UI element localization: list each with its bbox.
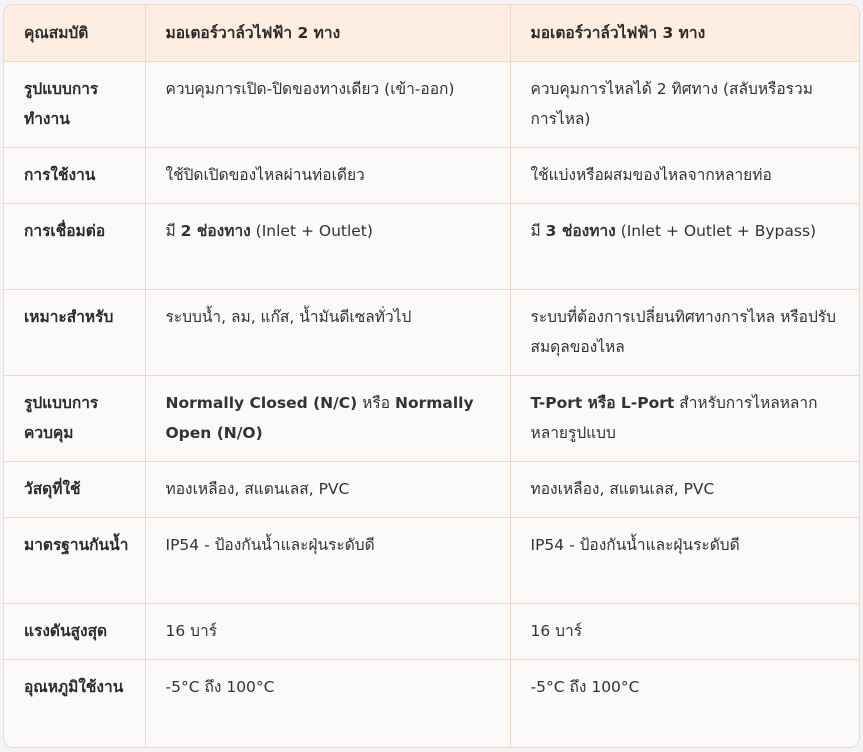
cell-2-way: ใช้ปิดเปิดของไหลผ่านท่อเดียว bbox=[145, 148, 510, 204]
cell-2-way: IP54 - ป้องกันน้ำและฝุ่นระดับดี bbox=[145, 518, 510, 604]
header-property: คุณสมบัติ bbox=[4, 5, 145, 62]
row-property: รูปแบบการทำงาน bbox=[4, 62, 145, 148]
row-property: เหมาะสำหรับ bbox=[4, 290, 145, 376]
cell-3-way: ใช้แบ่งหรือผสมของไหลจากหลายท่อ bbox=[510, 148, 859, 204]
row-property: มาตรฐานกันน้ำ bbox=[4, 518, 145, 604]
row-property: รูปแบบการควบคุม bbox=[4, 376, 145, 462]
cell-2-way bbox=[145, 204, 510, 290]
cell-text: (Inlet + Outlet) bbox=[250, 222, 373, 240]
cell-2-way: -5°C ถึง 100°C bbox=[145, 660, 510, 748]
table-row bbox=[4, 148, 859, 204]
header-2-way-valve: มอเตอร์วาล์วไฟฟ้า 2 ทาง bbox=[145, 5, 510, 62]
cell-2-way: ระบบน้ำ, ลม, แก๊ส, น้ำมันดีเซลทั่วไป bbox=[145, 290, 510, 376]
table-header-row bbox=[4, 5, 859, 62]
cell-text: มี bbox=[165, 222, 181, 240]
cell-bold-text: Normally Open (N/O) bbox=[165, 394, 474, 442]
cell-text: มี bbox=[530, 222, 546, 240]
comparison-table-container bbox=[3, 4, 860, 748]
cell-bold-text: 2 ช่องทาง bbox=[180, 222, 251, 240]
cell-text: หรือ bbox=[357, 394, 395, 412]
cell-3-way: -5°C ถึง 100°C bbox=[530, 678, 640, 696]
table-row bbox=[4, 62, 859, 148]
cell-3-way bbox=[510, 376, 859, 462]
table-row bbox=[4, 660, 859, 748]
cell-3-way: 16 บาร์ bbox=[510, 604, 859, 660]
header-3-way-valve: มอเตอร์วาล์วไฟฟ้า 3 ทาง bbox=[510, 5, 859, 62]
cell-3-way: ทองเหลือง, สแตนเลส, PVC bbox=[510, 462, 859, 518]
table-row bbox=[4, 462, 859, 518]
cell-bold-text: T-Port หรือ L-Port bbox=[530, 394, 675, 412]
comparison-table bbox=[4, 5, 859, 747]
table-row bbox=[4, 290, 859, 376]
row-property: แรงดันสูงสุด bbox=[4, 604, 145, 660]
cell-2-way: ควบคุมการเปิด-ปิดของทางเดียว (เข้า-ออก) bbox=[145, 62, 510, 148]
cell-3-way bbox=[510, 204, 859, 290]
cell-2-way bbox=[145, 376, 510, 462]
cell-text: (Inlet + Outlet + Bypass) bbox=[615, 222, 817, 240]
row-property: การเชื่อมต่อ bbox=[4, 204, 145, 290]
cell-3-way: IP54 - ป้องกันน้ำและฝุ่นระดับดี bbox=[510, 518, 859, 604]
cell-text: สำหรับการไหลหลากหลายรูปแบบ bbox=[530, 394, 818, 442]
cell-3-way: ควบคุมการไหลได้ 2 ทิศทาง (สลับหรือรวมการไหล) bbox=[510, 62, 859, 148]
table-row bbox=[4, 376, 859, 462]
table-row bbox=[4, 204, 859, 290]
cell-2-way: ทองเหลือง, สแตนเลส, PVC bbox=[145, 462, 510, 518]
cell-bold-text: 3 ช่องทาง bbox=[545, 222, 616, 240]
table-row bbox=[4, 604, 859, 660]
row-property: วัสดุที่ใช้ bbox=[4, 462, 145, 518]
cell-bold-text: Normally Closed (N/C) bbox=[165, 394, 358, 412]
row-property: อุณหภูมิใช้งาน bbox=[4, 660, 145, 748]
table-row bbox=[4, 518, 859, 604]
cell-3-way: ระบบที่ต้องการเปลี่ยนทิศทางการไหล หรือปรับสมดุลของไหล bbox=[510, 290, 859, 376]
cell-2-way: 16 บาร์ bbox=[145, 604, 510, 660]
row-property: การใช้งาน bbox=[4, 148, 145, 204]
